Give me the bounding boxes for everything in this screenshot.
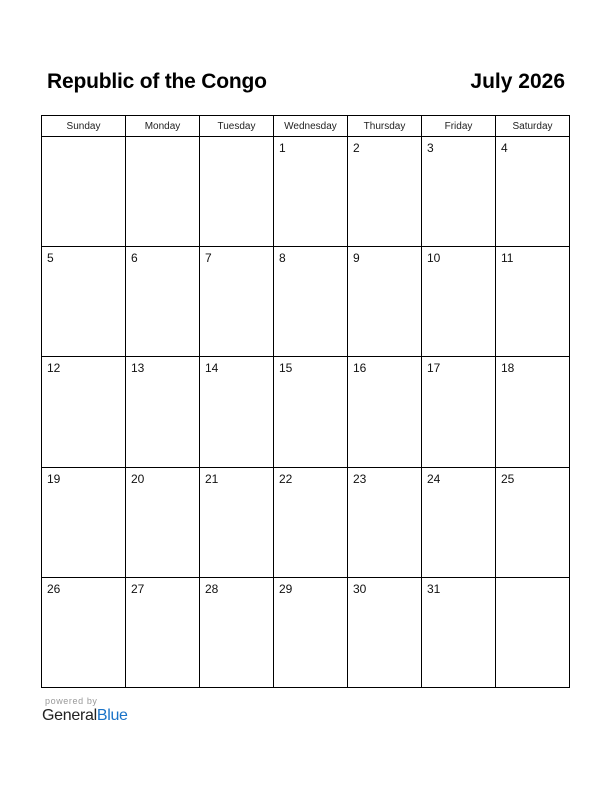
day-number: 20 xyxy=(131,471,145,486)
day-number: 19 xyxy=(47,471,61,486)
day-number xyxy=(200,137,273,141)
calendar-title-country: Republic of the Congo xyxy=(47,70,267,93)
day-cell xyxy=(274,357,348,467)
footer-branding xyxy=(42,696,128,725)
day-number: 3 xyxy=(427,141,434,155)
day-cell xyxy=(126,467,200,577)
month-calendar-grid xyxy=(41,115,570,688)
day-cell xyxy=(200,577,274,687)
day-number: 8 xyxy=(279,251,286,266)
day-number: 30 xyxy=(353,581,367,596)
day-number: 28 xyxy=(205,581,219,596)
day-number: 7 xyxy=(205,251,212,266)
day-cell xyxy=(348,247,422,357)
day-number: 2 xyxy=(353,141,360,155)
weekday-header: Friday xyxy=(422,116,496,137)
day-number: 23 xyxy=(353,471,367,486)
day-number: 10 xyxy=(427,251,441,266)
day-cell xyxy=(200,137,274,247)
day-cell xyxy=(42,247,126,357)
day-cell xyxy=(496,577,570,687)
day-cell xyxy=(126,577,200,687)
brand-name-part1: General xyxy=(42,707,97,724)
day-cell xyxy=(200,247,274,357)
day-cell xyxy=(496,357,570,467)
day-cell xyxy=(348,137,422,247)
day-number: 4 xyxy=(501,141,508,155)
day-cell xyxy=(496,467,570,577)
weekday-header: Monday xyxy=(126,116,200,137)
weekday-header: Wednesday xyxy=(274,116,348,137)
day-number: 6 xyxy=(131,251,138,266)
day-number: 16 xyxy=(353,361,367,376)
day-number: 1 xyxy=(279,141,286,155)
weekday-header: Tuesday xyxy=(200,116,274,137)
day-number: 24 xyxy=(427,471,441,486)
day-number xyxy=(42,137,125,141)
week-row xyxy=(42,467,570,577)
day-cell xyxy=(274,247,348,357)
calendar-title-month: July 2026 xyxy=(470,70,565,93)
day-cell xyxy=(422,247,496,357)
week-row xyxy=(42,137,570,247)
day-number: 15 xyxy=(279,361,293,376)
day-number: 27 xyxy=(131,581,145,596)
day-cell xyxy=(422,467,496,577)
day-number: 18 xyxy=(501,361,515,376)
day-cell xyxy=(348,357,422,467)
day-number: 13 xyxy=(131,361,145,376)
weekday-header: Thursday xyxy=(348,116,422,137)
weekday-header-row xyxy=(42,116,570,137)
day-cell xyxy=(422,137,496,247)
generalblue-logo[interactable] xyxy=(42,707,128,725)
day-number xyxy=(126,137,199,141)
day-number xyxy=(496,578,569,582)
day-number: 14 xyxy=(205,361,219,376)
day-cell xyxy=(42,577,126,687)
brand-name-part2: Blue xyxy=(96,707,128,724)
day-number: 9 xyxy=(353,251,360,266)
day-cell xyxy=(42,467,126,577)
day-cell xyxy=(42,137,126,247)
day-cell xyxy=(348,577,422,687)
day-cell xyxy=(200,467,274,577)
day-cell xyxy=(274,577,348,687)
day-cell xyxy=(348,467,422,577)
day-cell xyxy=(422,357,496,467)
day-number: 26 xyxy=(47,581,61,596)
day-number: 21 xyxy=(205,471,219,486)
week-row xyxy=(42,357,570,467)
day-cell xyxy=(422,577,496,687)
day-number: 22 xyxy=(279,471,293,486)
day-cell xyxy=(126,357,200,467)
day-cell xyxy=(126,137,200,247)
day-number: 11 xyxy=(501,251,514,266)
weekday-header: Sunday xyxy=(42,116,126,137)
day-number: 25 xyxy=(501,471,515,486)
day-cell xyxy=(274,137,348,247)
day-cell xyxy=(496,247,570,357)
week-row xyxy=(42,247,570,357)
day-number: 31 xyxy=(427,581,441,596)
powered-by-text: powered by xyxy=(45,696,98,706)
day-cell xyxy=(496,137,570,247)
day-number: 17 xyxy=(427,361,441,376)
day-cell xyxy=(42,357,126,467)
day-number: 29 xyxy=(279,581,293,596)
day-number: 5 xyxy=(47,251,54,266)
weekday-header: Saturday xyxy=(496,116,570,137)
day-cell xyxy=(200,357,274,467)
day-cell xyxy=(274,467,348,577)
day-number: 12 xyxy=(47,361,61,376)
week-row xyxy=(42,577,570,687)
day-cell xyxy=(126,247,200,357)
